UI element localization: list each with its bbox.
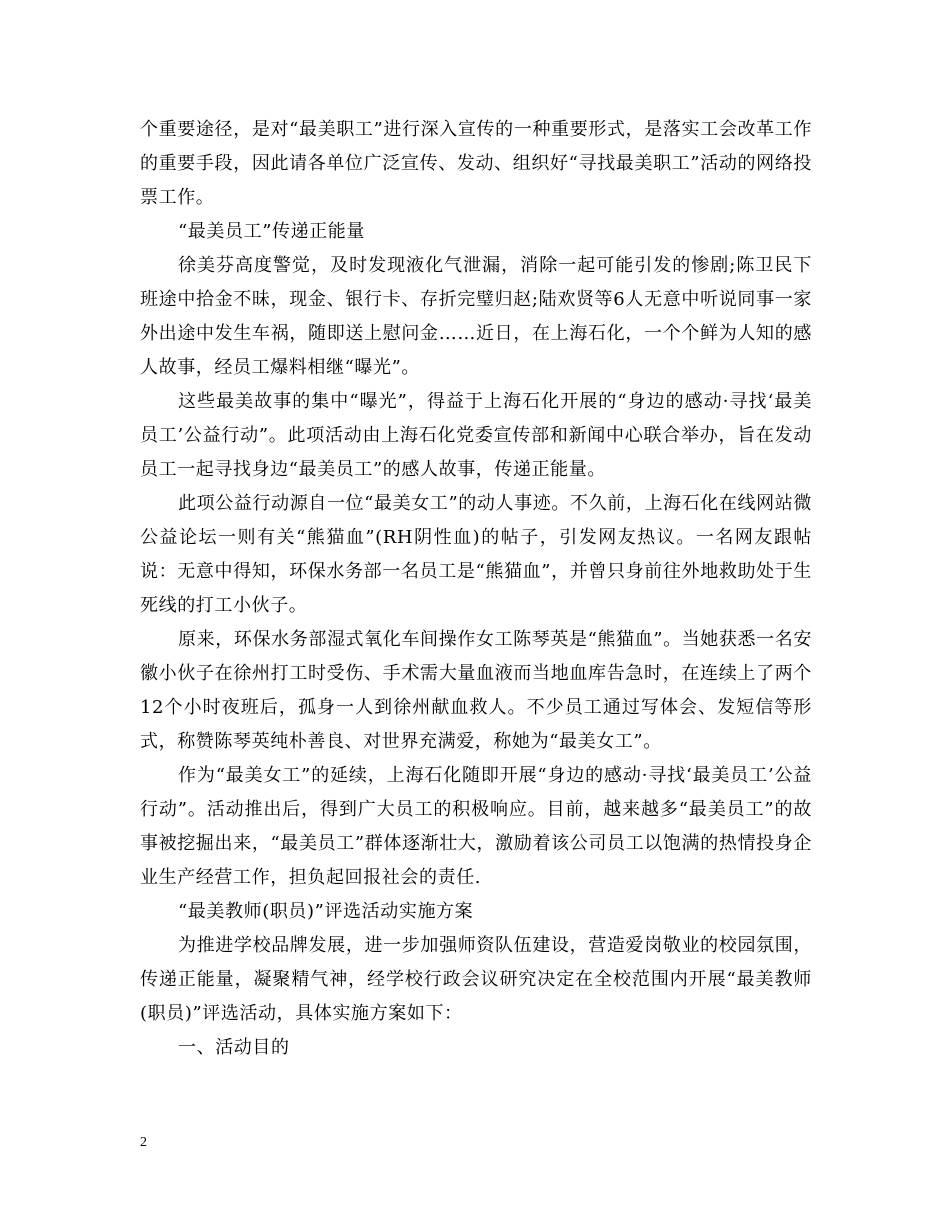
paragraph-6: 原来，环保水务部湿式氧化车间操作女工陈琴英是“熊猫血”。当她获悉一名安徽小伙子在徐州打工时受伤、手术需大量血液而当地血库告急时，在连续上了两个12个小时夜班后，孤身一人到徐州献血救人。不少员工通过写体会、发短信等形式，称赞陈琴英纯朴善良、对世界充满爱，称她为“最美女工”。 [140, 629, 812, 752]
document-body [140, 113, 812, 1065]
section-heading-best-teacher: “最美教师(职员)”评选活动实施方案 [178, 901, 474, 922]
paragraph-7: 作为“最美女工”的延续，上海石化随即开展“身边的感动·寻找‘最美员工’公益行动”。活动推出后，得到广大员工的积极响应。目前，越来越多“最美员工”的故事被挖掘出来，“最美员工”群体逐渐壮大，激励着该公司员工以饱满的热情投身企业生产经营工作，担负起回报社会的责任. [140, 765, 812, 888]
paragraph-3: 徐美芬高度警觉，及时发现液化气泄漏，消除一起可能引发的惨剧;陈卫民下班途中拾金不昧，现金、银行卡、存折完璧归赵;陆欢贤等6人无意中听说同事一家外出途中发生车祸，随即送上慰问金……近日，在上海石化，一个个鲜为人知的感人故事，经员工爆料相继“曝光”。 [140, 255, 812, 378]
paragraph-4: 这些最美故事的集中“曝光”，得益于上海石化开展的“身边的感动·寻找‘最美员工’公益行动”。此项活动由上海石化党委宣传部和新闻中心联合举办，旨在发动员工一起寻找身边“最美员工”的感人故事，传递正能量。 [140, 391, 812, 480]
page-number: 2 [140, 1135, 147, 1150]
section-heading-activity-purpose: 一、活动目的 [178, 1037, 290, 1058]
section-heading-positive-energy: “最美员工”传递正能量 [178, 221, 366, 242]
paragraph-1: 个重要途径，是对“最美职工”进行深入宣传的一种重要形式，是落实工会改革工作的重要手段，因此请各单位广泛宣传、发动、组织好“寻找最美职工”活动的网络投票工作。 [140, 119, 812, 208]
paragraph-5: 此项公益行动源自一位“最美女工”的动人事迹。不久前，上海石化在线网站微公益论坛一则有关“熊猫血”(RH阴性血)的帖子，引发网友热议。一名网友跟帖说：无意中得知，环保水务部一名员工是“熊猫血”，并曾只身前往外地救助处于生死线的打工小伙子。 [140, 493, 812, 616]
paragraph-9: 为推进学校品牌发展，进一步加强师资队伍建设，营造爱岗敬业的校园氛围，传递正能量，凝聚精气神，经学校行政会议研究决定在全校范围内开展“最美教师(职员)”评选活动，具体实施方案如下： [140, 935, 812, 1024]
